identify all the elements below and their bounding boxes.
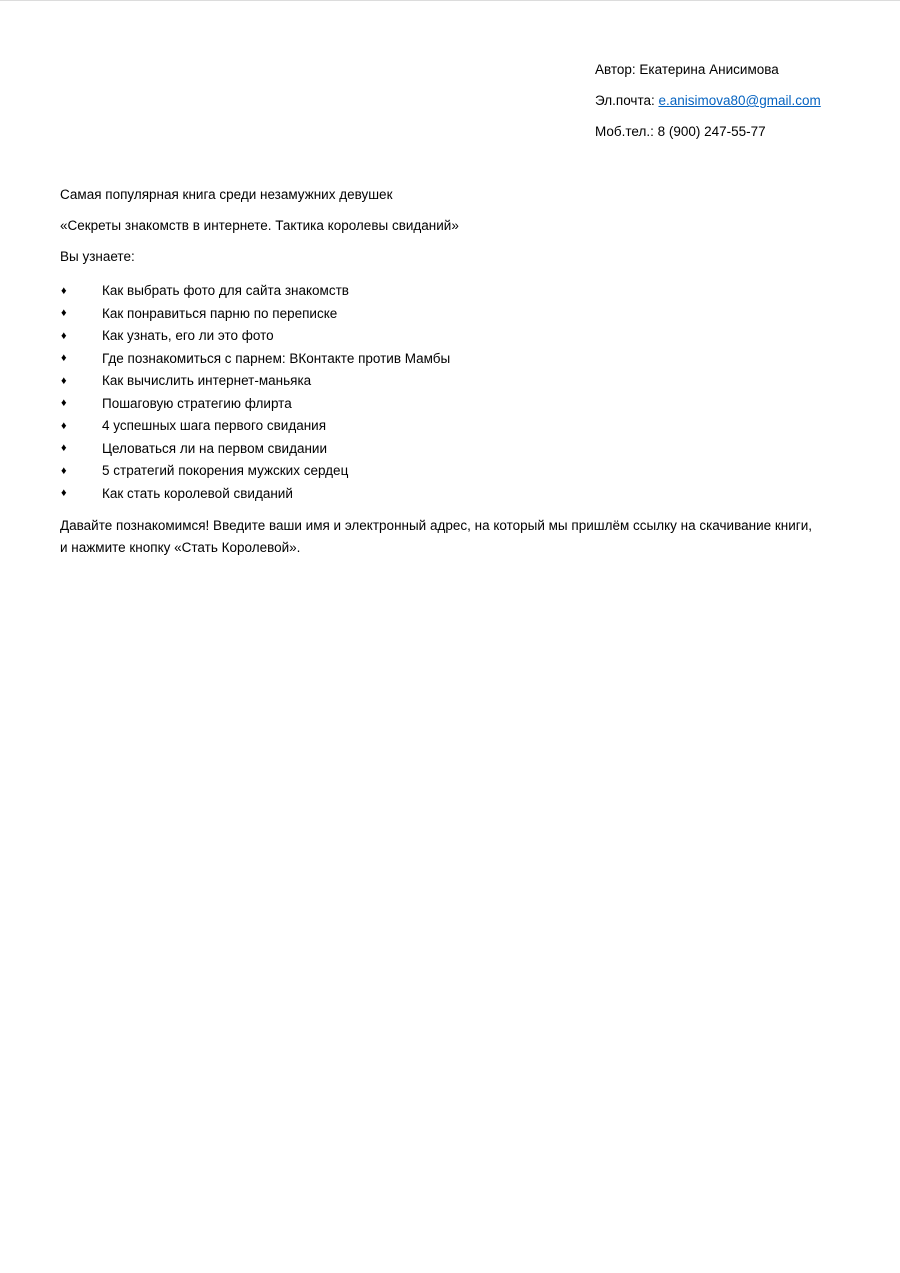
diamond-bullet-icon: ♦ [61, 397, 67, 410]
list-item-text: Где познакомиться с парнем: ВКонтакте против Мамбы [102, 350, 451, 366]
list-item-text: 4 успешных шага первого свидания [102, 418, 327, 434]
diamond-bullet-icon: ♦ [61, 352, 67, 365]
list-item [60, 370, 850, 393]
list-item-text: Как выбрать фото для сайта знакомств [102, 283, 349, 299]
closing-line-1: Давайте познакомимся! Введите ваши имя и электронный адрес, на который мы пришлём ссылку на скачивание книги, [60, 518, 812, 533]
closing-paragraph [60, 515, 850, 559]
closing-line-2: и нажмите кнопку «Стать Королевой». [60, 540, 301, 555]
diamond-bullet-icon: ♦ [61, 329, 67, 342]
email-label: Эл.почта: [595, 93, 659, 108]
bullet-list [60, 280, 850, 505]
diamond-bullet-icon: ♦ [61, 284, 67, 297]
diamond-bullet-icon: ♦ [61, 442, 67, 455]
author-email-line [595, 93, 885, 124]
list-item-text: Как понравиться парню по переписке [102, 305, 338, 321]
author-phone: Моб.тел.: 8 (900) 247-55-77 [595, 124, 766, 139]
list-item [60, 483, 850, 506]
diamond-bullet-icon: ♦ [61, 487, 67, 500]
list-item [60, 438, 850, 461]
diamond-bullet-icon: ♦ [61, 307, 67, 320]
list-item-text: Как стать королевой свиданий [102, 485, 293, 501]
list-item [60, 460, 850, 483]
list-item [60, 393, 850, 416]
list-item-text: Как вычислить интернет-маньяка [102, 373, 312, 389]
list-item [60, 280, 850, 303]
list-item-text: Целоваться ли на первом свидании [102, 440, 327, 456]
list-item-text: Как узнать, его ли это фото [102, 328, 274, 344]
list-item [60, 325, 850, 348]
diamond-bullet-icon: ♦ [61, 374, 67, 387]
list-item [60, 303, 850, 326]
list-item-text: Пошаговую стратегию флирта [102, 395, 292, 411]
intro-line: Самая популярная книга среди незамужних девушек [60, 187, 393, 202]
document-body [60, 187, 850, 559]
list-item [60, 348, 850, 371]
diamond-bullet-icon: ♦ [61, 419, 67, 432]
diamond-bullet-icon: ♦ [61, 464, 67, 477]
author-contact-block [595, 62, 885, 155]
learn-heading: Вы узнаете: [60, 249, 135, 264]
page-top-border [0, 0, 900, 1]
author-name: Автор: Екатерина Анисимова [595, 62, 779, 77]
list-item-text: 5 стратегий покорения мужских сердец [102, 463, 349, 479]
list-item [60, 415, 850, 438]
book-title: «Секреты знакомств в интернете. Тактика королевы свиданий» [60, 218, 459, 233]
email-link[interactable]: e.anisimova80@gmail.com [658, 93, 821, 108]
